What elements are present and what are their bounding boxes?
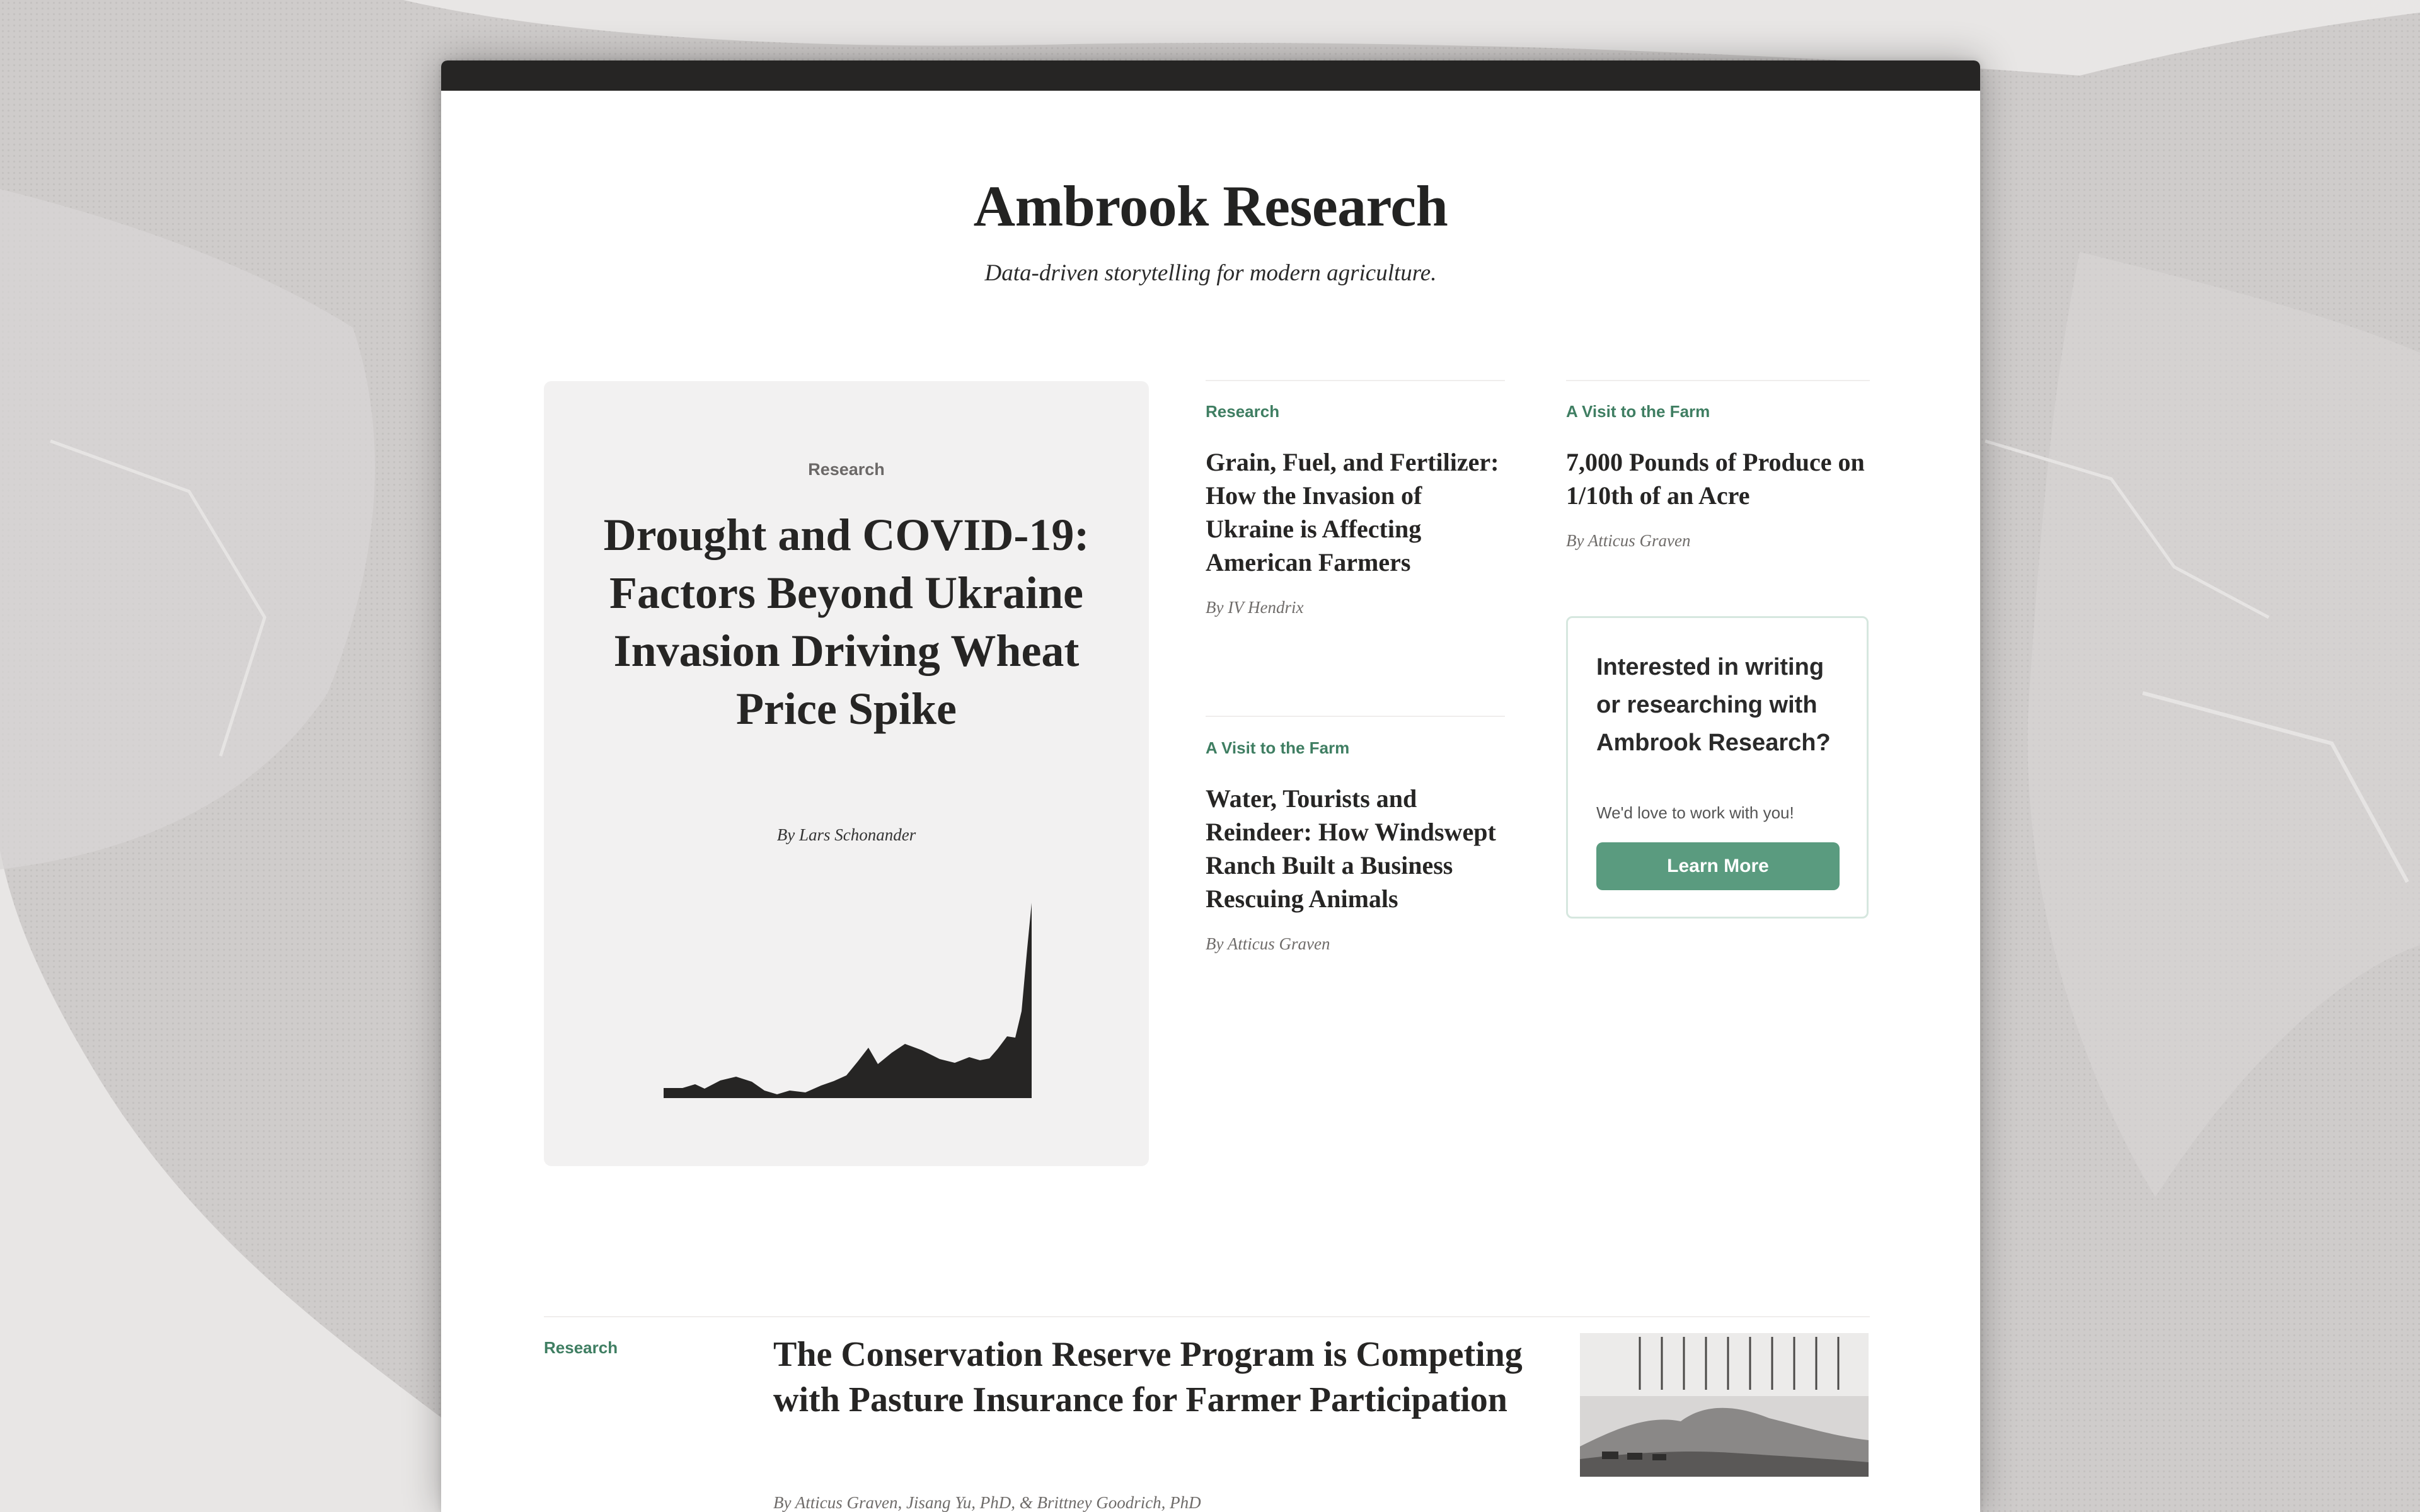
cta-title: Interested in writing or researching with Ambrook Research? [1596,654,1831,756]
story-byline: By IV Hendrix [1206,598,1304,617]
story-category[interactable]: A Visit to the Farm [1566,402,1710,421]
contributor-cta-box [1566,616,1869,919]
featured-byline: By Lars Schonander [776,825,916,844]
story-headline[interactable]: The Conservation Reserve Program is Competing with Pasture Insurance for Farmer Participation [773,1335,1523,1419]
learn-more-button[interactable]: Learn More [1596,842,1840,890]
story-headline[interactable]: Water, Tourists and Reindeer: How Windswept Ranch Built a Business Rescuing Animals [1206,784,1496,913]
site-title[interactable]: Ambrook Research [973,174,1448,238]
site-tagline: Data-driven storytelling for modern agriculture. [984,260,1437,286]
story-category[interactable]: Research [1206,402,1280,421]
story-headline[interactable]: Grain, Fuel, and Fertilizer: How the Invasion of Ukraine is Affecting American Farmers [1206,448,1499,576]
story-category[interactable]: Research [544,1338,618,1357]
story-headline[interactable]: 7,000 Pounds of Produce on 1/10th of an Acre [1566,448,1865,510]
browser-top-bar [441,60,1980,91]
story-card[interactable] [1206,738,1505,954]
featured-category[interactable]: Research [808,460,885,479]
story-card[interactable] [1206,402,1505,617]
browser-window [441,60,1980,1512]
story-byline: By Atticus Graven [1206,934,1330,953]
story-category[interactable]: A Visit to the Farm [1206,738,1350,757]
featured-story-card[interactable] [544,381,1149,1166]
story-card[interactable] [1566,402,1870,551]
divider [1206,380,1505,381]
cta-subtitle: We'd love to work with you! [1596,803,1794,822]
divider [1566,380,1870,381]
story-thumbnail-image[interactable] [1580,1333,1869,1477]
divider [544,1316,1870,1317]
wheat-price-sparkline-icon [657,898,1035,1106]
featured-headline[interactable]: Drought and COVID-19: Factors Beyond Ukraine Invasion Driving Wheat Price Spike [603,510,1090,734]
story-byline: By Atticus Graven [1566,531,1691,550]
story-byline: By Atticus Graven, Jisang Yu, PhD, & Brittney Goodrich, PhD [773,1493,1201,1512]
divider [1206,716,1505,717]
